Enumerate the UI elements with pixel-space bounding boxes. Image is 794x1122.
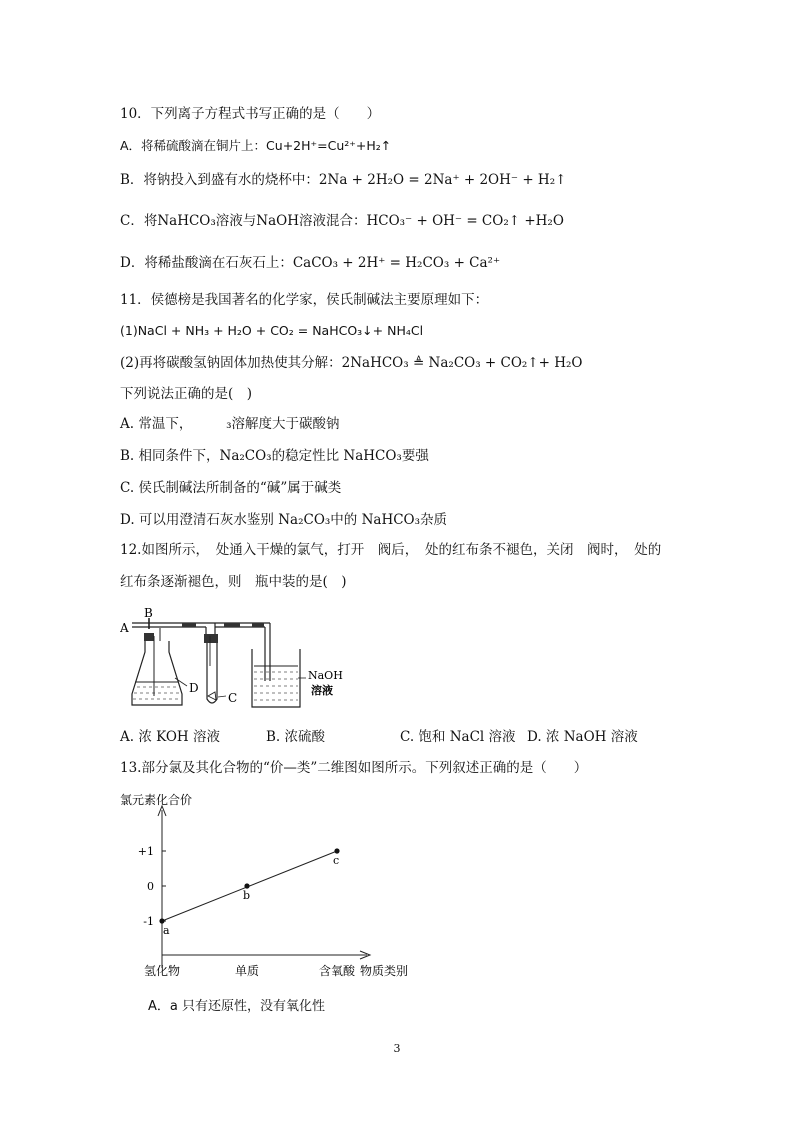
label-c: C — [228, 691, 238, 705]
point-label-a: a — [163, 924, 170, 937]
q11-option-d: D. 可以用澄清石灰水鉴别 Na₂CO₃中的 NaHCO₃杂质 — [120, 512, 448, 528]
label-a: A — [120, 621, 129, 635]
q13-option-a: A．a 只有还原性，没有氧化性 — [148, 999, 325, 1014]
point-label-c: c — [333, 854, 340, 867]
q12-option-d: D. 浓 NaOH 溶液 — [527, 729, 638, 745]
solution-label: 溶液 — [311, 684, 333, 697]
y-tick-label: 0 — [147, 880, 154, 893]
naoh-label: NaOH — [308, 669, 343, 682]
q11-ask: 下列说法正确的是( ) — [120, 386, 253, 402]
page-number: 3 — [393, 1042, 401, 1055]
q11-option-b: B. 相同条件下，Na₂CO₃的稳定性比 NaHCO₃要强 — [120, 448, 429, 464]
q11-option-c: C. 侯氏制碱法所制备的“碱”属于碱类 — [120, 480, 342, 496]
q10-stem: 10．下列离子方程式书写正确的是（ ） — [120, 106, 381, 122]
q12-option-c: C. 饱和 NaCl 溶液 — [400, 729, 516, 745]
valence-class-chart — [112, 790, 432, 985]
y-tick-label: -1 — [143, 915, 154, 928]
x-axis-label: 物质类别 — [360, 964, 409, 978]
y-axis-label: 氯元素化合价 — [120, 793, 193, 807]
q12-option-a: A. 浓 KOH 溶液 — [120, 729, 220, 745]
label-d: D — [189, 681, 199, 695]
x-category-label: 氢化物 — [143, 964, 181, 978]
point-a — [159, 918, 164, 923]
q10-option-a: A．将稀硫酸滴在铜片上：Cu+2H⁺=Cu²⁺+H₂↑ — [120, 138, 392, 153]
q11-stem: 11．侯德榜是我国著名的化学家，侯氏制碱法主要原理如下： — [120, 292, 489, 308]
q12-option-b: B. 浓硫酸 — [266, 729, 326, 745]
q12-line-1: 12.如图所示， 处通入干燥的氯气，打开 阀后， 处的红布条不褪色，关闭 阀时， 处的 — [120, 542, 662, 558]
q11-equation-1: (1)NaCl + NH₃ + H₂O + CO₂ = NaHCO₃↓+ NH₄Cl — [120, 323, 424, 338]
y-tick-label: +1 — [137, 845, 154, 858]
point-label-b: b — [243, 889, 251, 902]
q10-option-d: D．将稀盐酸滴在石灰石上：CaCO₃ + 2H⁺ = H₂CO₃ + Ca²⁺ — [120, 255, 501, 271]
point-c — [334, 848, 339, 853]
q10-option-c: C．将NaHCO₃溶液与NaOH溶液混合：HCO₃⁻ + OH⁻ = CO₂↑ +H₂O — [120, 213, 564, 229]
q13-stem: 13.部分氯及其化合物的“价—类”二维图如图所示。下列叙述正确的是（ ） — [120, 760, 588, 776]
label-b: B — [144, 606, 153, 620]
x-category-label: 含氧酸 — [318, 964, 356, 978]
apparatus-figure — [120, 606, 440, 718]
point-b — [244, 883, 249, 888]
x-category-label: 单质 — [234, 964, 260, 978]
q11-equation-2: (2)再将碳酸氢钠固体加热使其分解：2NaHCO₃ ≜ Na₂CO₃ + CO₂↑+ H₂O — [120, 355, 583, 371]
q12-line-2: 红布条逐渐褪色，则 瓶中装的是( ) — [120, 574, 347, 590]
q11-option-a: A. 常温下， ₃溶解度大于碳酸钠 — [120, 416, 340, 432]
q10-option-b: B．将钠投入到盛有水的烧杯中：2Na + 2H₂O = 2Na⁺ + 2OH⁻ + H₂↑ — [120, 172, 567, 188]
